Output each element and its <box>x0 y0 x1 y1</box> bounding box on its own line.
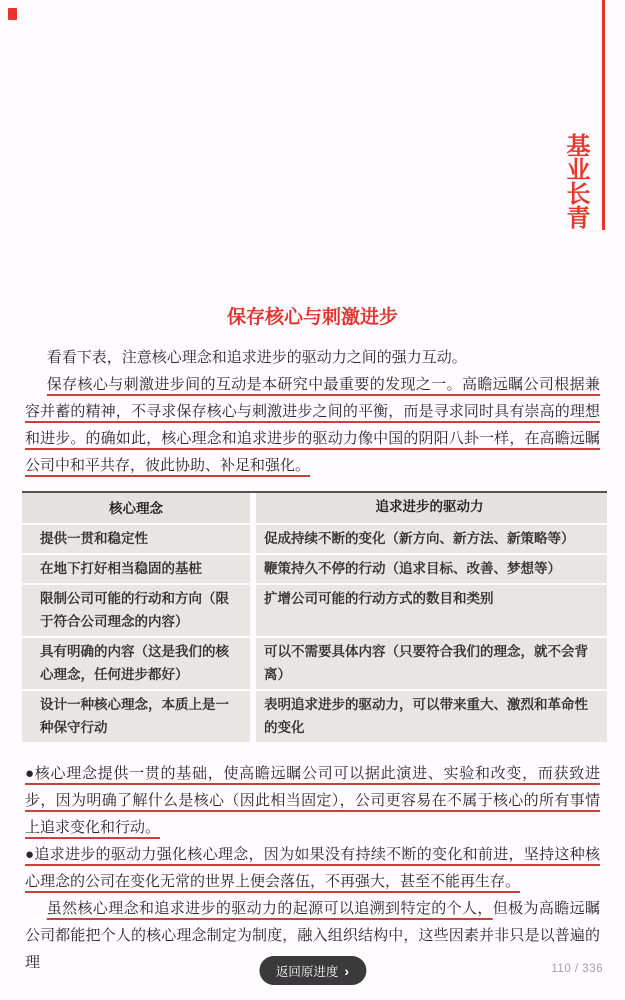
paragraph-underlined: 保存核心与刺激进步间的互动是本研究中最重要的发现之一。高瞻远瞩公司根据兼容并蓄的精神，不寻求保存核心与刺激进步之间的平衡，而是寻求同时具有崇高的理想和进步。的确如此，核心理念和追求进步的驱动力像中国的阴阳八卦一样，在高瞻远瞩公司中和平共存，彼此协助、补足和强化。 <box>25 376 600 474</box>
bookmark-marker-icon <box>8 8 17 20</box>
table-cell: 鞭策持久不停的行动（追求目标、改善、梦想等） <box>256 555 607 583</box>
table-cell: 具有明确的内容（这是我们的核心理念，任何进步都好） <box>22 638 250 689</box>
chevron-right-icon: › <box>344 962 350 979</box>
table-cell: 可以不需要具体内容（只要符合我们的理念，就不会背离） <box>256 638 607 689</box>
comparison-table <box>22 491 607 742</box>
book-title-vertical: 基业长青 <box>562 133 589 229</box>
closing-underlined-span: 虽然核心理念和追求进步的驱动力的起源可以追溯到特定的个人， <box>46 900 493 917</box>
bullet-item: ●追求进步的驱动力强化核心理念，因为如果没有持续不断的变化和前进，坚持这种核心理念的公司在变化无常的世界上便会落伍，不再强大，甚至不能再生存。 <box>25 846 600 890</box>
back-to-progress-button[interactable] <box>259 956 366 985</box>
paragraph: 看看下表，注意核心理念和追求进步的驱动力之间的强力互动。 <box>46 349 467 366</box>
table-cell: 扩增公司可能的行动方式的数目和类别 <box>256 585 607 636</box>
page-content <box>25 344 600 979</box>
chapter-title: 保存核心与刺激进步 <box>226 307 398 328</box>
table-cell: 提供一贯和稳定性 <box>22 525 250 553</box>
table-header-drive-progress: 追求进步的驱动力 <box>256 493 607 523</box>
table-cell: 限制公司可能的行动和方向（限于符合公司理念的内容） <box>22 585 250 636</box>
table-cell: 表明追求进步的驱动力，可以带来重大、激烈和革命性的变化 <box>256 691 607 742</box>
back-to-progress-label: 返回原进度 <box>275 964 339 979</box>
table-header-core-ideology: 核心理念 <box>22 493 250 523</box>
table-cell: 促成持续不断的变化（新方向、新方法、新策略等） <box>256 525 607 553</box>
chapter-rule <box>602 0 605 230</box>
bullet-list <box>25 760 600 895</box>
bullet-item: ●核心理念提供一贯的基础，使高瞻远瞩公司可以据此演进、实验和改变，而获致进步，因为明确了解什么是核心（因此相当固定），公司更容易在不属于核心的所有事情上追求变化和行动。 <box>25 765 600 836</box>
page-indicator: 110 / 336 <box>551 963 603 975</box>
table-cell: 在地下打好相当稳固的基桩 <box>22 555 250 583</box>
closing-plain-span: 但极为高瞻远瞩公司都能把个人的核心理念制定为制度，融入组织结构中，这些因素并非只是以普遍的理 <box>25 900 600 971</box>
table-cell: 设计一种核心理念，本质上是一种保守行动 <box>22 691 250 742</box>
